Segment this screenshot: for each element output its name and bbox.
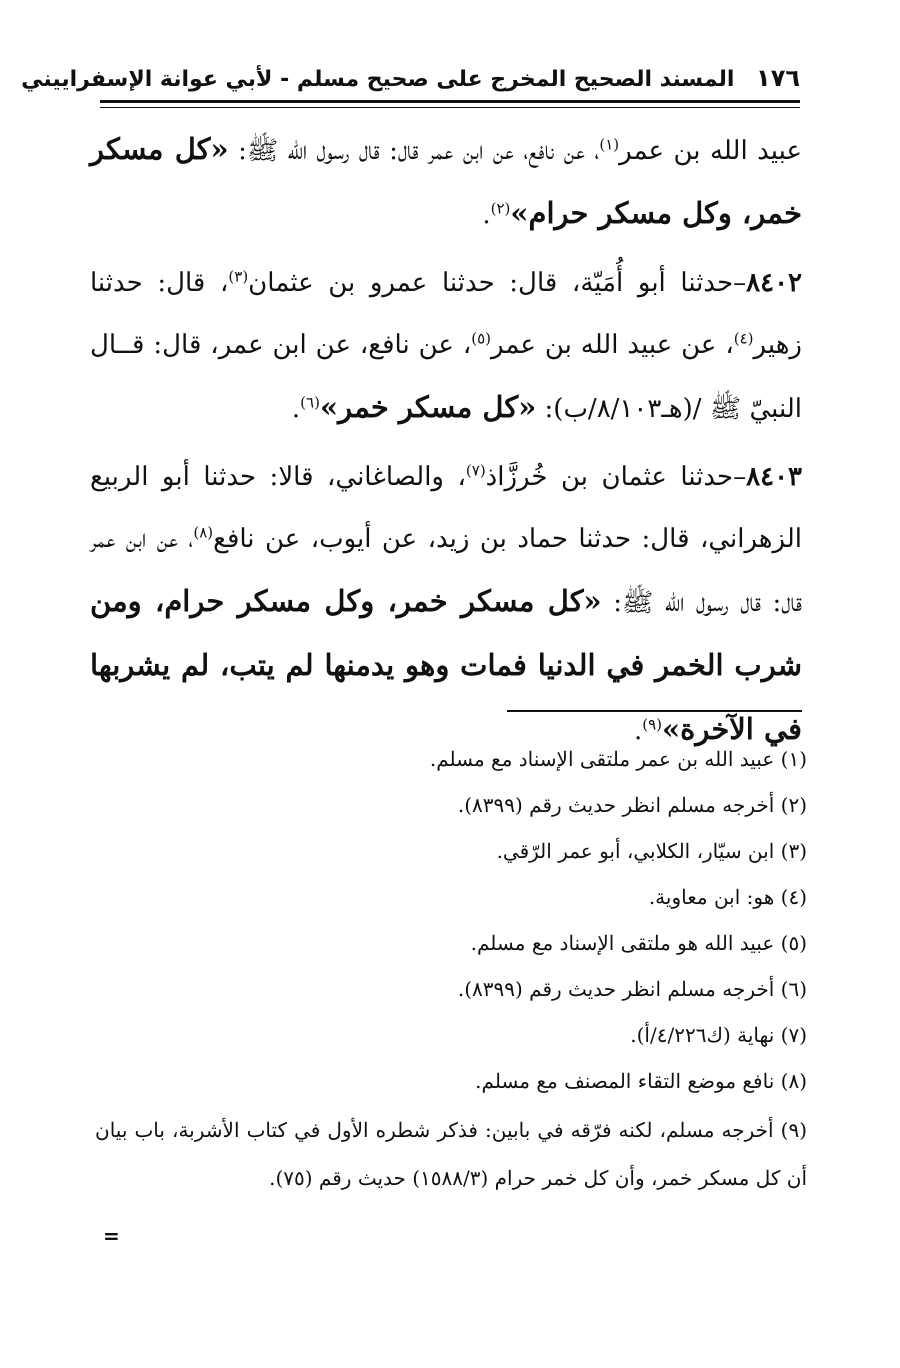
footnote-4: (٤) هو: ابن معاوية. xyxy=(648,885,807,909)
footnotes xyxy=(95,736,807,1202)
footnote-6: (٦) أخرجه مسلم انظر حديث رقم (٨٣٩٩). xyxy=(457,977,807,1001)
hadith-number: ٨٤٠٣ xyxy=(746,462,802,492)
main-text xyxy=(90,118,802,762)
footnote-ref: (٢) xyxy=(490,199,511,218)
hadith-text: «كل مسكر خمر، وكل مسكر حرام» xyxy=(90,132,802,230)
text-run: –حدثنا أبو أُمَيّة، قال: حدثنا عمرو بن عثمان xyxy=(248,268,747,298)
footnote-ref: (٨) xyxy=(193,523,214,542)
footnote-ref: (٣) xyxy=(228,267,249,286)
footnote-ref: (٤) xyxy=(733,329,754,348)
footnote-9: (٩) أخرجه مسلم، لكنه فرّقه في بابين: فذكر شطره الأول في كتاب الأشربة، باب بيان أن كل مسكر خمر، وأن كل خمر حرام (١٥٨٨/٣) حديث رقم (٧٥). xyxy=(95,1118,807,1190)
footnote-ref: (٦) xyxy=(300,393,320,412)
hadith-text: «كل مسكر خمر، وكل مسكر حرام، ومن شرب الخمر في الدنيا فمات وهو يدمنها لم يتب، لم يشربها في الآخرة» xyxy=(90,584,802,746)
header-rule-thick xyxy=(100,100,800,103)
header-rule-thin xyxy=(100,107,800,108)
footnote-ref: (٥) xyxy=(471,329,492,348)
page-number: ١٧٦ xyxy=(756,64,800,92)
text-run: . xyxy=(291,394,301,424)
footnote-7: (٧) نهاية (ك٤/٢٢٦/أ). xyxy=(630,1023,807,1047)
footnote-2: (٢) أخرجه مسلم انظر حديث رقم (٨٣٩٩). xyxy=(457,793,807,817)
text-run: ، قال: حدثنا زهير xyxy=(90,268,802,360)
footnote-3: (٣) ابن سيّار، الكلابي، أبو عمر الرّقي. xyxy=(496,839,807,863)
footnote-ref: (٩) xyxy=(642,715,663,734)
text-run: ، عن نافع، عن ابن عمر قال: قال رسول الله ﷺ: xyxy=(228,136,600,166)
paragraph-2 xyxy=(90,252,802,440)
footnote-ref: (١) xyxy=(599,135,620,154)
running-title: المسند الصحيح المخرج على صحيح مسلم - لأبي عوانة الإسفراييني xyxy=(21,67,735,92)
hadith-number: ٨٤٠٢ xyxy=(746,268,802,298)
text-run: ، عن عبيد الله بن عمر xyxy=(491,330,734,360)
footnote-8: (٨) نافع موضع التقاء المصنف مع مسلم. xyxy=(475,1069,807,1093)
text-run: عبيد الله بن عمر xyxy=(619,136,802,166)
footnote-ref: (٧) xyxy=(465,461,486,480)
text-run: . xyxy=(633,716,643,746)
text-run: ، عن نافع، عن ابن عمر، قال: قــال النبيّ ﷺ /(هـ٨/١٠٣/ب): xyxy=(90,330,802,424)
paragraph-3 xyxy=(90,446,802,762)
footnote-1: (١) عبيد الله بن عمر ملتقى الإسناد مع مسلم. xyxy=(429,747,807,771)
hadith-text: «كل مسكر خمر» xyxy=(319,390,537,424)
text-run: . xyxy=(482,200,491,230)
footnote-separator xyxy=(507,710,802,712)
text-run: ، والصاغاني، قالا: حدثنا أبو الربيع الزهراني، قال: حدثنا حماد بن زيد، عن أيوب، عن نافع xyxy=(90,462,803,554)
continuation-mark: = xyxy=(103,1224,120,1248)
paragraph-1 xyxy=(90,118,802,246)
text-run: ، عن ابن عمر قال: قال رسول الله ﷺ: xyxy=(90,524,802,618)
text-run: –حدثنا عثمان بن خُرزَّاذ xyxy=(485,462,747,492)
page-header xyxy=(21,60,800,96)
footnote-5: (٥) عبيد الله هو ملتقى الإسناد مع مسلم. xyxy=(470,931,807,955)
